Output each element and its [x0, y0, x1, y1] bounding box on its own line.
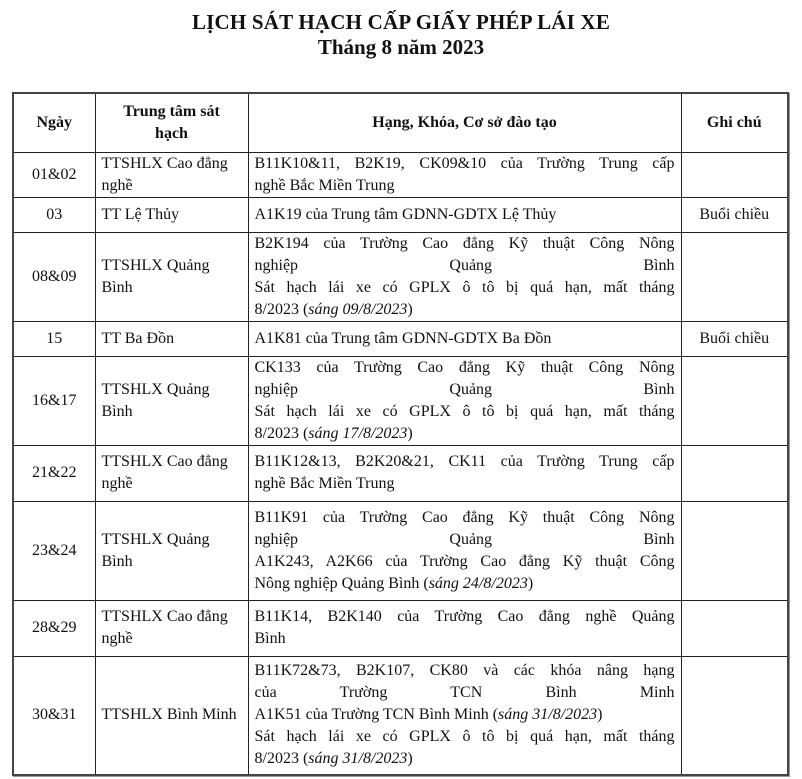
detail-text: nghề Bắc Miền Trung [254, 475, 395, 492]
cell-exam-center: TTSHLX Quảng Bình [95, 232, 248, 321]
detail-text: 8/2023 ( [254, 424, 309, 442]
table-row [13, 356, 788, 445]
cell-exam-center: TTSHLX Quảng Bình [95, 501, 248, 600]
detail-text: A1K243, A2K66 của Trường Cao đẳng Kỹ thuật Công [254, 552, 675, 570]
table-row [13, 321, 788, 356]
detail-line [255, 551, 675, 573]
exam-session-date: sáng 24/8/2023 [428, 574, 528, 592]
detail-line [255, 401, 675, 423]
detail-line [255, 660, 675, 682]
document-title: LỊCH SÁT HẠCH CẤP GIẤY PHÉP LÁI XE [191, 10, 611, 34]
cell-day: 28&29 [13, 600, 95, 656]
detail-text: nghiệp Quảng Bình [254, 380, 675, 398]
detail-text-suffix: ) [597, 706, 603, 724]
detail-text: 8/2023 ( [254, 750, 309, 768]
detail-text-suffix: ) [407, 750, 413, 768]
detail-line [255, 748, 675, 770]
cell-class-details [248, 600, 681, 656]
detail-text: B11K10&11, B2K19, CK09&10 của Trường Trung cấp [254, 154, 675, 172]
cell-day: 03 [13, 197, 95, 232]
detail-text: Sát hạch lái xe có GPLX ô tô bị quá hạn, mất tháng [254, 402, 675, 420]
cell-note [681, 501, 788, 600]
detail-line [255, 255, 675, 277]
cell-day: 16&17 [13, 356, 95, 445]
detail-line [255, 153, 675, 175]
cell-class-details [248, 656, 681, 775]
detail-text: nghề Bắc Miền Trung [254, 176, 395, 194]
detail-text: 8/2023 ( [254, 300, 309, 318]
detail-text: A1K81 của Trung tâm GDNN-GDTX Ba Đồn [254, 329, 552, 347]
detail-text: nghiệp Quảng Bình [254, 256, 675, 274]
table-header-row [13, 93, 788, 152]
table-row [13, 656, 788, 775]
detail-text: B11K14, B2K140 của Trường Cao đẳng nghề Quảng [254, 608, 675, 625]
detail-line [255, 357, 675, 379]
cell-note: Buổi chiều [681, 197, 788, 232]
cell-note [681, 445, 788, 501]
detail-line [255, 573, 675, 595]
detail-line [255, 606, 675, 628]
detail-text: B11K91 của Trường Cao đẳng Kỹ thuật Công Nông [254, 508, 675, 526]
detail-line [255, 529, 675, 551]
cell-day: 08&09 [13, 232, 95, 321]
table-row [13, 600, 788, 656]
detail-line [255, 682, 675, 704]
header-note: Ghi chú [681, 93, 788, 152]
header-center: Trung tâm sát hạch [95, 93, 248, 152]
exam-session-date: sáng 09/8/2023 [308, 300, 408, 318]
detail-line [255, 726, 675, 748]
detail-line [255, 704, 675, 726]
detail-line [255, 233, 675, 255]
cell-day: 15 [13, 321, 95, 356]
document-subtitle: Tháng 8 năm 2023 [317, 35, 485, 59]
cell-note [681, 152, 788, 197]
detail-line [255, 277, 675, 299]
cell-note [681, 656, 788, 775]
cell-class-details [248, 232, 681, 321]
detail-text: Nông nghiệp Quảng Bình ( [254, 574, 429, 592]
cell-note [681, 356, 788, 445]
detail-line [255, 423, 675, 445]
cell-day: 21&22 [13, 445, 95, 501]
detail-text: của Trường TCN Bình Minh [254, 684, 675, 702]
cell-class-details [248, 152, 681, 197]
detail-line [255, 379, 675, 401]
detail-text-suffix: ) [407, 300, 413, 318]
cell-exam-center: TTSHLX Quảng Bình [95, 356, 248, 445]
detail-line [255, 328, 675, 350]
table-row [13, 152, 788, 197]
exam-session-date: sáng 31/8/2023 [498, 706, 598, 724]
detail-text: Sát hạch lái xe có GPLX ô tô bị quá hạn, mất tháng [254, 728, 675, 746]
exam-session-date: sáng 17/8/2023 [308, 424, 408, 442]
cell-day: 23&24 [13, 501, 95, 600]
header-day: Ngày [13, 93, 95, 152]
cell-day: 30&31 [13, 656, 95, 775]
detail-text: B11K12&13, B2K20&21, CK11 của Trường Trung cấp [254, 453, 675, 470]
detail-line [255, 175, 675, 197]
detail-line [255, 204, 675, 226]
table-row [13, 232, 788, 321]
exam-schedule-table [12, 92, 789, 776]
table-body [13, 152, 788, 775]
detail-text: nghiệp Quảng Bình [254, 530, 675, 548]
detail-text: Bình [254, 630, 286, 647]
cell-exam-center: TT Lệ Thủy [95, 197, 248, 232]
cell-exam-center: TTSHLX Bình Minh [95, 656, 248, 775]
cell-exam-center: TT Ba Đồn [95, 321, 248, 356]
detail-text-suffix: ) [527, 574, 534, 592]
table-row [13, 197, 788, 232]
cell-exam-center: TTSHLX Cao đẳng nghề [95, 600, 248, 656]
cell-class-details [248, 197, 681, 232]
cell-note [681, 600, 788, 656]
cell-day: 01&02 [13, 152, 95, 197]
detail-line [255, 473, 675, 495]
table-row [13, 445, 788, 501]
cell-class-details [248, 501, 681, 600]
detail-text: B11K72&73, B2K107, CK80 và các khóa nâng hạng [254, 662, 675, 680]
cell-class-details [248, 356, 681, 445]
table-row [13, 501, 788, 600]
detail-text-suffix: ) [407, 424, 413, 442]
cell-note: Buổi chiều [681, 321, 788, 356]
detail-text: CK133 của Trường Cao đẳng Kỹ thuật Công Nông [254, 358, 675, 376]
detail-text: B2K194 của Trường Cao đẳng Kỹ thuật Công Nông [254, 234, 675, 252]
detail-line [255, 299, 675, 321]
cell-exam-center: TTSHLX Cao đẳng nghề [95, 152, 248, 197]
detail-line [255, 507, 675, 529]
header-detail: Hạng, Khóa, Cơ sở đào tạo [248, 93, 681, 152]
cell-note [681, 232, 788, 321]
exam-session-date: sáng 31/8/2023 [308, 750, 408, 768]
detail-line [255, 628, 675, 650]
cell-exam-center: TTSHLX Cao đẳng nghề [95, 445, 248, 501]
detail-text: A1K19 của Trung tâm GDNN-GDTX Lệ Thủy [254, 205, 557, 223]
cell-class-details [248, 445, 681, 501]
detail-line [255, 451, 675, 473]
cell-class-details [248, 321, 681, 356]
detail-text: Sát hạch lái xe có GPLX ô tô bị quá hạn, mất tháng [254, 278, 675, 296]
detail-text: A1K51 của Trường TCN Bình Minh ( [254, 706, 499, 724]
